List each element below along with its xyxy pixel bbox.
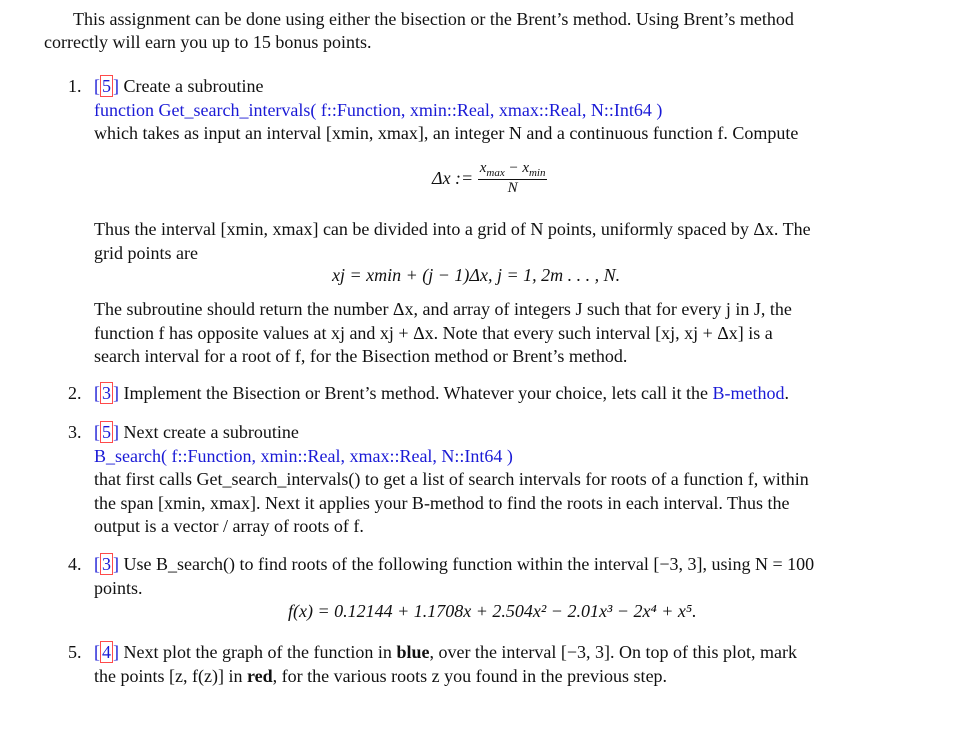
item-text: Thus the interval [xmin, xmax] can be divided into a grid of N points, uniformly spaced by Δx. The: [94, 219, 811, 239]
item-2: 2. [ 3 ] Implement the Bisection or Brent’s method. Whatever your choice, lets call it the B-method.: [68, 382, 920, 406]
item-number: 5.: [68, 642, 82, 662]
item-text: points.: [94, 577, 143, 598]
code-signature: function Get_search_intervals( f::Function, xmin::Real, xmax::Real, N::Int64 ): [94, 99, 663, 120]
item-text: function f has opposite values at xj and xj + Δx. Note that every such interval [xj, xj + Δx] is a: [94, 322, 773, 343]
item-text: Use B_search() to find roots of the following function within the interval [−3, 3], using N = 100: [123, 554, 815, 574]
item-1-tail: [68, 298, 920, 369]
points-citation[interactable]: [ 4 ]: [94, 642, 119, 662]
item-text: which takes as input an interval [xmin, xmax], an integer N and a continuous function f. Compute: [94, 123, 799, 143]
item-5: 5. [ 4 ] Next plot the graph of the function in blue, over the interval [−3, 3]. On top of this plot, mark the points [z, f(z)] in red, for the various roots z you found in the previous step.: [68, 642, 798, 686]
grid-points-equation: xj = xmin + (j − 1)Δx, j = 1, 2m . . . , N.: [332, 265, 621, 285]
item-3: [68, 421, 920, 539]
item-text: output is a vector / array of roots of f.: [94, 516, 364, 536]
code-signature: B_search( f::Function, xmin::Real, xmax::Real, N::Int64 ): [94, 445, 513, 466]
item-text: Next plot the graph of the function in: [123, 642, 392, 662]
item-text: search interval for a root of f, for the Bisection method or Brent’s method.: [94, 346, 628, 366]
points-citation[interactable]: [ 5 ]: [94, 422, 119, 442]
item-4: [68, 553, 920, 600]
points-citation[interactable]: [ 5 ]: [94, 76, 119, 96]
blue-keyword: blue: [396, 642, 430, 662]
item-text: Implement the Bisection or Brent’s method. Whatever your choice, lets call it the: [123, 383, 708, 403]
item-text: the points [z, f(z)] in: [94, 665, 243, 686]
item-1: [68, 75, 920, 146]
item-number: 2.: [68, 383, 82, 403]
item-text: grid points are: [94, 242, 198, 263]
intro-line-1: This assignment can be done using either the bisection or the Brent’s method. Using Brent’s method: [73, 9, 794, 29]
item-text: Create a subroutine: [123, 76, 264, 96]
points-citation[interactable]: [ 3 ]: [94, 383, 119, 403]
intro-line-2: correctly will earn you up to 15 bonus points.: [44, 32, 372, 52]
item-text: Next create a subroutine: [123, 422, 299, 442]
delta-x-equation: Δx := $\frac{x_{max} - x_{min}}{N}$: [432, 160, 546, 196]
item-text: that first calls Get_search_intervals() to get a list of search intervals for roots of a function f, within: [94, 469, 809, 489]
item-text: the span [xmin, xmax]. Next it applies your B-method to find the roots in each interval. Thus the: [94, 492, 790, 513]
item-number: 1.: [68, 76, 82, 96]
points-citation[interactable]: [ 3 ]: [94, 554, 119, 574]
item-number: 4.: [68, 554, 82, 574]
item-number: 3.: [68, 422, 82, 442]
polynomial-equation: f(x) = 0.12144 + 1.1708x + 2.504x² − 2.01x³ − 2x⁴ + x⁵.: [288, 601, 697, 621]
item-1-continued: [68, 218, 920, 265]
b-method-link[interactable]: B-method: [712, 383, 785, 403]
item-text: The subroutine should return the number Δx, and array of integers J such that for every j in J, the: [94, 299, 792, 319]
red-keyword: red: [246, 665, 273, 686]
intro-paragraph: [44, 8, 924, 54]
